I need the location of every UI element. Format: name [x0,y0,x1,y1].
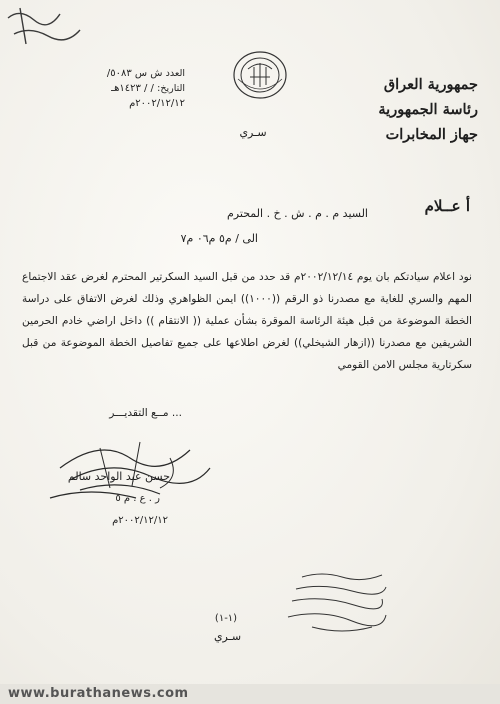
number-label: العدد [165,68,185,79]
closing-line: ... مــع التقديـــر [109,407,182,419]
letterhead-agency: جهاز المخابرات [385,126,478,143]
agency-emblem-icon [232,49,288,101]
document-reference-block [60,66,185,111]
signature-date: ٢٠٠٢/١٢/١٢م [112,515,168,526]
date-label: التاريخ: [157,83,185,94]
signatory-title: ر . ع . م ٥ [115,493,160,504]
letterhead-office: رئاسة الجمهورية [378,101,478,118]
page-number: (١-١) [214,613,238,624]
date-hijri: / / ١٤٢٣هـ [111,83,154,94]
watermark-text: www.burathanews.com [8,686,189,701]
addressee: السيد م . م . ش . خ . المحترم [227,207,368,220]
document-title: أ عــلام [424,197,470,215]
body-paragraph: نود اعلام سيادتكم بان يوم ٢٠٠٢/١٢/١٤م قد حدد من قبل السيد السكرتير المحترم لغرض عقد الاجتماع المهم والسري للغاية مع مصدرنا ذو الرقم ((١٠٠٠)) ايمن الظواهري وذلك لغرض الاتفاق على دراسة الخطة الموضوعة من قبل هيئة الرئاسة الموقرة بشأن عملية (( الانتقام )) داخل اراضي خادم الحرمين الشريفين مع مصدرنا ((ازهار الشيخلي)) لغرض اطلاعها على جميع تفاصيل الخطة الموضوعة من قبل سكرتارية مجلس الامن القومي [22,271,472,371]
watermark-strip [0,684,500,704]
corner-handwriting [0,0,90,50]
letterhead-country: جمهورية العراق [383,76,478,93]
date-row [60,81,185,96]
signatory-name: حسن عبد الواحد سالم [67,470,170,483]
handwritten-note [282,565,392,640]
number-value: ش س ٥٠٨٣/ [106,68,163,79]
classification-bottom: سـري [213,630,242,643]
reference-number-row [60,66,185,81]
letterhead [308,72,478,147]
classification-top: سـري [239,126,267,139]
distribution-line: الى / م٥ م٠٦ م٧ [180,232,258,245]
date-gregorian: ٢٠٠٢/١٢/١٢م [129,98,185,109]
